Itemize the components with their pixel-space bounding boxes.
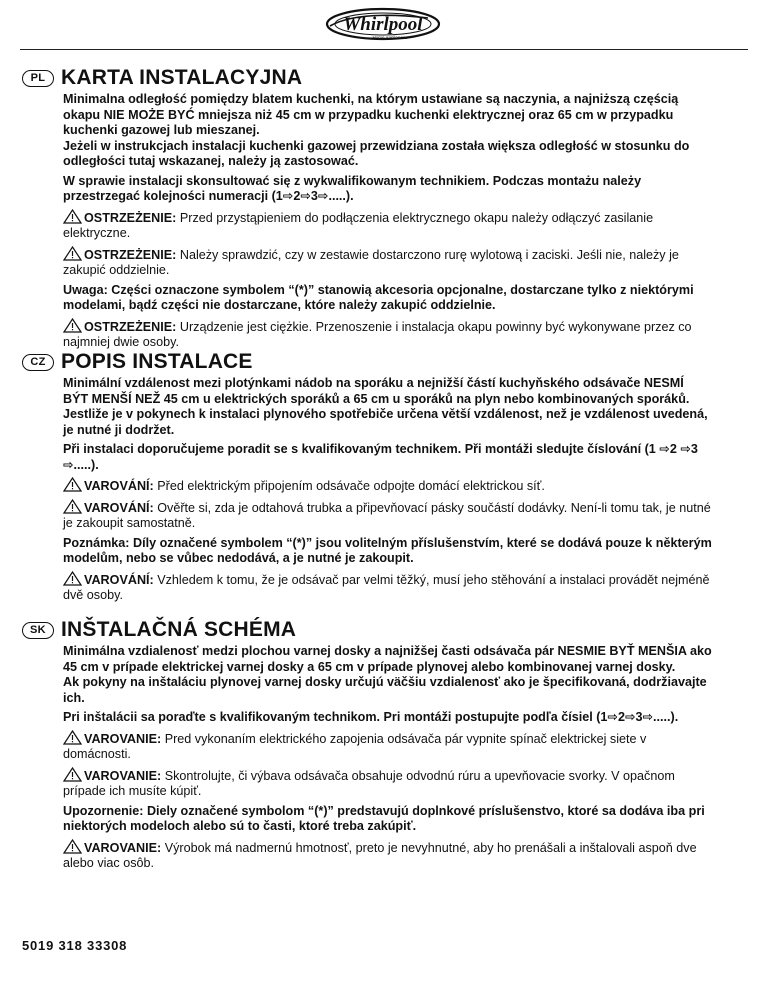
- section-body: [63, 644, 712, 872]
- section-header: [22, 618, 712, 642]
- section-pl: [22, 66, 712, 355]
- warning-text: Vzhledem k tomu, že je odsávač par velmi těžký, musí jeho stěhování a instalaci provádět nejméně dvě osoby.: [63, 572, 710, 602]
- warning-triangle-icon: [63, 571, 82, 586]
- warning-text: Před elektrickým připojením odsávače odpojte domácí elektrickou síť.: [153, 479, 545, 493]
- warning-label: VAROVANIE:: [84, 731, 162, 746]
- section-title: INŠTALAČNÁ SCHÉMA: [61, 618, 297, 641]
- language-badge: PL: [22, 70, 54, 87]
- warning-electrical: [63, 209, 712, 242]
- gas-instructions-paragraph: Jestliže je v pokynech k instalaci plynového spotřebiče určena větší vzdálenost, než je vzdálenost uvedená, je nutné ji dodržet.: [63, 407, 708, 437]
- warning-label: VAROVÁNÍ:: [84, 500, 154, 515]
- warning-label: VAROVANIE:: [84, 840, 162, 855]
- warning-label: VAROVÁNÍ:: [84, 572, 154, 587]
- whirlpool-swirl-icon: [318, 6, 448, 44]
- warning-weight: [63, 318, 712, 351]
- warning-text: Skontrolujte, či výbava odsávača obsahuje odvodnú rúru a upevňovacie svorky. V opačnom prípade ich musíte kúpiť.: [63, 768, 675, 798]
- section-title: KARTA INSTALACYJNA: [61, 66, 303, 89]
- gas-instructions-paragraph: Ak pokyny na inštaláciu plynovej varnej dosky určujú väčšiu vzdialenosť ako je špecifikovaná, dodržiavajte ich.: [63, 675, 707, 705]
- warning-weight: [63, 839, 712, 872]
- warning-triangle-icon: [63, 767, 82, 782]
- section-sk: [22, 618, 712, 876]
- section-header: [22, 66, 712, 90]
- brand-name: Whirlpool: [343, 14, 423, 35]
- note-paragraph: Upozornenie: Diely označené symbolom “(*)” predstavujú doplnkové príslušenstvo, ktoré sa dodáva iba pri niektorých modeloch alebo sú to časti, ktoré treba zakúpiť.: [63, 803, 705, 833]
- min-distance-paragraph: Minimální vzdálenost mezi plotýnkami nádob na sporáku a nejnižší částí kuchyňského odsávače NESMÍ BÝT MENŠÍ NEŽ 45 cm u elektrických sporáků a 65 cm u sporáků na plyn nebo kombinovaných sporáků.: [63, 376, 690, 406]
- section-header: [22, 350, 712, 374]
- warning-label: VAROVANIE:: [84, 768, 162, 783]
- section-body: [63, 376, 712, 604]
- section-cz: [22, 350, 712, 608]
- section-body: [63, 92, 712, 351]
- technician-paragraph: Při instalaci doporučujeme poradit se s kvalifikovaným technikem. Při montáži sledujte číslování (1 ⇨2 ⇨3 ⇨.....).: [63, 442, 698, 472]
- brand-tagline: Home Appliances: [372, 35, 408, 40]
- technician-paragraph: Pri inštalácii sa poraďte s kvalifikovaným technikom. Pri montáži postupujte podľa čísiel (1⇨2⇨3⇨.....).: [63, 710, 679, 724]
- header-rule: [20, 49, 748, 50]
- warning-text: Należy sprawdzić, czy w zestawie dostarczono rurę wylotową i zaciski. Jeśli nie, należy je zakupić oddzielnie.: [63, 247, 679, 277]
- warning-electrical: [63, 477, 712, 495]
- warning-text: Pred vykonaním elektrického zapojenia odsávača pár vypnite spínač elektrickej siete v domácnosti.: [63, 731, 647, 761]
- whirlpool-logo: [318, 6, 448, 44]
- warning-parts: [63, 499, 712, 532]
- warning-triangle-icon: [63, 209, 82, 224]
- warning-triangle-icon: [63, 477, 82, 492]
- min-distance-paragraph: Minimalna odległość pomiędzy blatem kuchenki, na którym ustawiane są naczynia, a najniższą częścią okapu NIE MOŻE BYĆ mniejsza niż 45 cm w przypadku kuchenki elektrycznej oraz 65 cm w przypadku kuchenki gazowej lub mieszanej.: [63, 92, 679, 137]
- gas-instructions-paragraph: Jeżeli w instrukcjach instalacji kuchenki gazowej przewidziana została większa odległość w stosunku do odległości tutaj wskazanej, należy ją zastosować.: [63, 138, 690, 168]
- warning-label: OSTRZEŻENIE:: [84, 210, 177, 225]
- warning-parts: [63, 246, 712, 279]
- warning-triangle-icon: [63, 839, 82, 854]
- warning-text: Ověřte si, zda je odtahová trubka a připevňovací pásky součástí dodávky. Není-li tomu tak, je nutné je zakoupit samostatně.: [63, 500, 711, 530]
- warning-electrical: [63, 730, 712, 763]
- warning-label: OSTRZEŻENIE:: [84, 319, 177, 334]
- warning-triangle-icon: [63, 246, 82, 261]
- warning-label: VAROVÁNÍ:: [84, 479, 154, 493]
- language-badge: SK: [22, 622, 54, 639]
- note-paragraph: Uwaga: Części oznaczone symbolem “(*)” stanowią akcesoria opcjonalne, dostarczane tylko z niektórymi modelami, bądź części nie dostarczane, które należy zakupić oddzielnie.: [63, 282, 694, 312]
- warning-weight: [63, 571, 712, 604]
- document-code: 5019 318 33308: [22, 938, 128, 953]
- warning-label: OSTRZEŻENIE:: [84, 247, 177, 262]
- warning-text: Urządzenie jest ciężkie. Przenoszenie i instalacja okapu powinny być wykonywane przez co najmniej dwie osoby.: [63, 319, 692, 349]
- warning-parts: [63, 767, 712, 800]
- min-distance-paragraph: Minimálna vzdialenosť medzi plochou varnej dosky a najnižšej časti odsávača pár NESMIE BYŤ MENŠIA ako 45 cm v prípade elektrickej varnej dosky a 65 cm v prípade plynovej alebo kombinovanej varnej dosky.: [63, 644, 712, 674]
- warning-triangle-icon: [63, 730, 82, 745]
- warning-triangle-icon: [63, 318, 82, 333]
- warning-text: Výrobok má nadmernú hmotnosť, preto je nevyhnutné, aby ho prenášali a inštalovali aspoň dve alebo viac osôb.: [63, 840, 697, 870]
- note-paragraph: Poznámka: Díly označené symbolem “(*)” jsou volitelným příslušenstvím, které se dodává pouze k některým modelům, nebo se vůbec nedodává, a je nutné je zakoupit.: [63, 535, 712, 565]
- technician-paragraph: W sprawie instalacji skonsultować się z wykwalifikowanym technikiem. Podczas montażu należy przestrzegać kolejności numeracji (1⇨2⇨3⇨.....).: [63, 173, 642, 203]
- language-badge: CZ: [22, 354, 54, 371]
- section-title: POPIS INSTALACE: [61, 350, 253, 373]
- warning-text: Przed przystąpieniem do podłączenia elektrycznego okapu należy odłączyć zasilanie elektryczne.: [63, 210, 654, 240]
- warning-triangle-icon: [63, 499, 82, 514]
